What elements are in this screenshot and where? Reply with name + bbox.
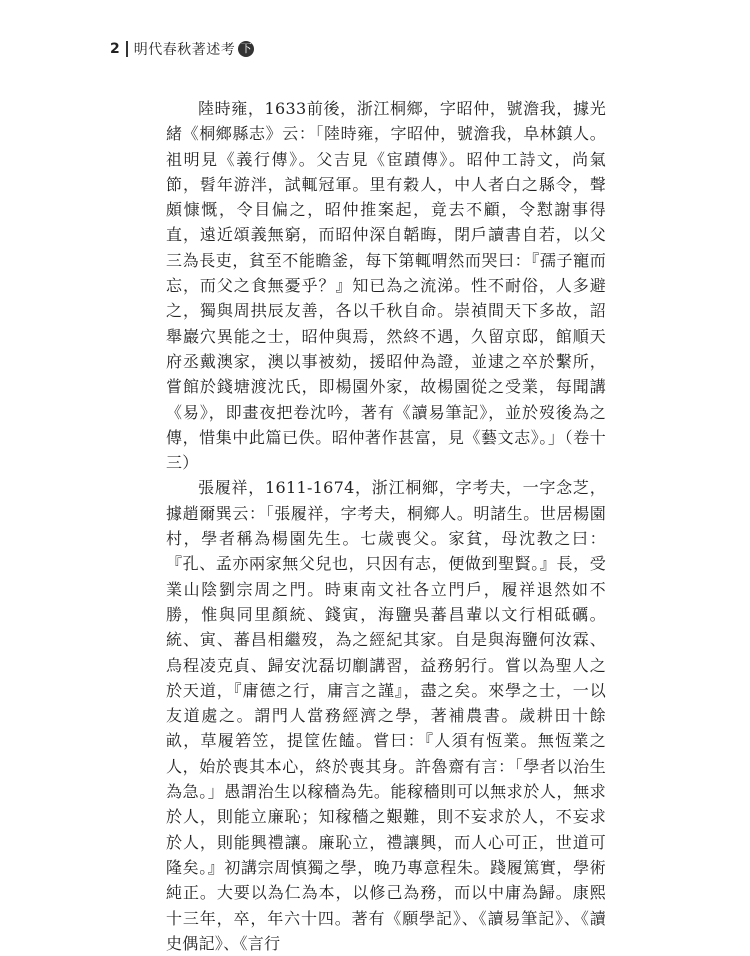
page-body <box>166 96 606 956</box>
book-title: 明代春秋著述考 <box>133 42 236 58</box>
paragraph-lu-shiyong: 陸時雍，1633前後，浙江桐鄉，字昭仲，號澹我，據光緒《桐鄉縣志》云：「陸時雍，字昭仲，號澹我，阜林鎮人。祖明見《義行傳》。父吉見《宦蹟傳》。昭仲工詩文，尚氣節，髫年游泮，試輒冠軍。里有穀人，中人者白之縣令，聲頗慷慨，令目偏之，昭仲推案起，竟去不顧，令懟謝事得直，遠近頌義無窮，而昭仲深自韜晦，閉戶讀書自若，以父三為長吏，貧至不能瞻釜，每下第輒喟然而哭曰：『孺子寵而忘，而父之食無憂乎？』知已為之流涕。性不耐俗，人多避之，獨與周拱辰友善，各以千秋自命。崇禎間天下多故，詔舉巖穴異能之士，昭仲與焉，然終不遇，久留京邸，館順天府丞戴澳家，澳以事被劾，援昭仲為證，並逮之卒於繫所，嘗館於錢塘渡沈氏，即楊園外家，故楊園從之受業，每聞講《易》，即畫夜把卷沈吟，著有《讀易筆記》，並於歿後為之傳，惜集中此篇已佚。昭仲著作甚富，見《藝文志》。」（卷十三） <box>166 99 606 473</box>
paragraph-zhang-lvxiang: 張履祥，1611-1674，浙江桐鄉，字考夫，一字念芝，據趙爾巽云：「張履祥，字考夫，桐鄉人。明諸生。世居楊園村，學者稱為楊園先生。七歲喪父。家貧，母沈教之曰：『孔、孟亦兩家無父兒也，只因有志，便做到聖賢。』長，受業山陰劉宗周之門。時東南文社各立門戶，履祥退然如不勝，惟與同里顏統、錢寅，海鹽吳蕃昌輩以文行相砥礪。統、寅、蕃昌相繼歿，為之經紀其家。自是與海鹽何汝霖、烏程凌克貞、歸安沈磊切劘講習，益務躬行。嘗以為聖人之於天道，『庸德之行，庸言之謹』，盡之矣。來學之士，一以友道處之。謂門人當務經濟之學，著補農書。歲耕田十餘畝，草履箬笠，提筐佐饁。嘗曰：『人須有恆業。無恆業之人，始於喪其本心，終於喪其身。許魯齋有言：「學者以治生為急。」愚謂治生以稼穡為先。能稼穡則可以無求於人，無求於人，則能立廉恥；知稼穡之艱難，則不妄求於人，不妄求於人，則能興禮讓。廉恥立，禮讓興，而人心可正，世道可隆矣。』初講宗周慎獨之學，晚乃專意程朱。踐履篤實，學術純正。大要以為仁為本，以修己為務，而以中庸為歸。康熙十三年，卒，年六十四。著有《願學記》、《讀易筆記》、《讀史偶記》、《言行 <box>166 478 606 953</box>
page-number: 2 <box>110 41 120 57</box>
header-divider <box>126 41 128 57</box>
running-header <box>110 38 254 60</box>
volume-badge: 下 <box>238 41 254 57</box>
